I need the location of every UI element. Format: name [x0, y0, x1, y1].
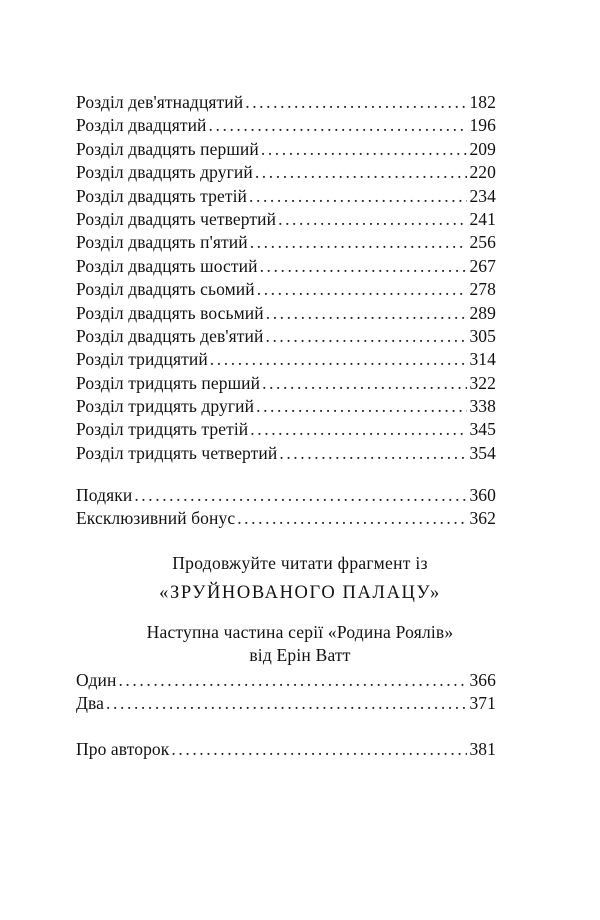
- chapters-list: [76, 91, 496, 465]
- toc-entry-title: Розділ двадцять восьмий: [76, 302, 264, 323]
- toc-entry-title: Розділ двадцятий: [76, 115, 207, 136]
- toc-entry-title: Розділ тридцять четвертий: [76, 442, 278, 463]
- toc-leader-dots: [262, 372, 467, 395]
- toc-row: [76, 738, 496, 761]
- toc-leader-dots: [209, 114, 468, 137]
- teaser-intro: Продовжуйте читати фрагмент із: [172, 553, 428, 573]
- toc-entry-title: Розділ двадцять перший: [76, 138, 259, 159]
- about-entry: [76, 738, 496, 761]
- teaser-entries-list: [76, 669, 496, 716]
- toc-leader-dots: [256, 395, 467, 418]
- toc-entry-title: Один: [76, 670, 117, 690]
- toc-row: [76, 372, 496, 395]
- toc-leader-dots: [260, 255, 468, 278]
- toc-row: [76, 208, 496, 231]
- toc-row: [76, 442, 496, 465]
- toc-row: [76, 669, 496, 692]
- toc-page-number: 182: [469, 92, 496, 112]
- toc-page-number: 278: [469, 279, 496, 300]
- toc-leader-dots: [261, 138, 468, 161]
- teaser-author-line: від Ерін Ватт: [249, 645, 351, 665]
- toc-page-number: 345: [469, 419, 496, 440]
- toc-entry-title: Розділ дев'ятнадцятий: [76, 92, 244, 112]
- toc-row: [76, 395, 496, 418]
- toc-page-number: 196: [469, 115, 496, 136]
- toc-row: [76, 138, 496, 161]
- toc-row: [76, 114, 496, 137]
- toc-leader-dots: [249, 185, 467, 208]
- toc-entry-title: Розділ двадцять п'ятий: [76, 232, 248, 253]
- toc-entry-title: Розділ двадцять дев'ятий: [76, 325, 264, 346]
- toc-row: [76, 302, 496, 325]
- toc-row: [76, 325, 496, 348]
- toc-page-number: 381: [469, 739, 496, 759]
- toc-row: [76, 418, 496, 441]
- toc-page-number: 371: [469, 693, 496, 714]
- toc-entry-title: Розділ тридцять другий: [76, 396, 255, 417]
- toc-page-number: 241: [469, 208, 496, 229]
- toc-entry-title: Ексклюзивний бонус: [76, 508, 236, 529]
- toc-page-number: 289: [469, 302, 496, 323]
- toc-page-number: 322: [469, 372, 496, 393]
- toc-page-number: 362: [469, 508, 496, 529]
- toc-entry-title: Розділ двадцять четвертий: [76, 208, 277, 229]
- toc-entry-title: Два: [76, 693, 105, 714]
- toc-leader-dots: [257, 278, 468, 301]
- toc-leader-dots: [210, 348, 468, 371]
- toc-page-number: 267: [469, 255, 496, 276]
- teaser-series-line: Наступна частина серії «Родина Роялів»: [146, 622, 454, 642]
- toc-row: [76, 507, 496, 530]
- toc-leader-dots: [265, 325, 467, 348]
- toc-row: [76, 692, 496, 715]
- toc-page-number: 366: [469, 670, 496, 690]
- toc-row: [76, 255, 496, 278]
- toc-entry-title: Розділ тридцятий: [76, 349, 208, 370]
- toc-page-number: 354: [469, 442, 496, 463]
- toc-entry-title: Розділ двадцять сьомий: [76, 279, 255, 300]
- toc-row: [76, 484, 496, 507]
- toc-entry-title: Розділ двадцять третій: [76, 185, 247, 206]
- toc-row: [76, 348, 496, 371]
- toc-row: [76, 185, 496, 208]
- toc-page-number: 234: [469, 185, 496, 206]
- toc-page-number: 209: [469, 138, 496, 159]
- toc-leader-dots: [171, 738, 467, 761]
- toc-leader-dots: [106, 692, 467, 715]
- extras-list: [76, 484, 496, 531]
- toc-page-number: 256: [469, 232, 496, 253]
- toc-entry-title: Розділ тридцять третій: [76, 419, 249, 440]
- toc-leader-dots: [245, 91, 467, 114]
- toc-page-number: 220: [469, 162, 496, 183]
- toc-page-number: 338: [469, 396, 496, 417]
- toc-leader-dots: [279, 442, 467, 465]
- toc-row: [76, 231, 496, 254]
- toc-page-number: 314: [469, 349, 496, 370]
- toc-leader-dots: [237, 507, 467, 530]
- toc-row: [76, 278, 496, 301]
- toc-entry-title: Про авторок: [76, 739, 170, 759]
- toc-leader-dots: [278, 208, 467, 231]
- toc-row: [76, 161, 496, 184]
- toc-entry-title: Подяки: [76, 485, 133, 505]
- toc-leader-dots: [134, 484, 467, 507]
- toc-row: [76, 91, 496, 114]
- toc-entry-title: Розділ тридцять перший: [76, 372, 261, 393]
- toc-leader-dots: [250, 231, 468, 254]
- toc-page-number: 305: [469, 325, 496, 346]
- toc-page-number: 360: [469, 485, 496, 505]
- toc-leader-dots: [250, 418, 467, 441]
- teaser-book-title: «ЗРУЙНОВАНОГО ПАЛАЦУ»: [159, 583, 441, 603]
- toc-leader-dots: [118, 669, 467, 692]
- toc-entry-title: Розділ двадцять шостий: [76, 255, 258, 276]
- toc-leader-dots: [255, 161, 468, 184]
- toc-leader-dots: [266, 302, 468, 325]
- toc-entry-title: Розділ двадцять другий: [76, 162, 253, 183]
